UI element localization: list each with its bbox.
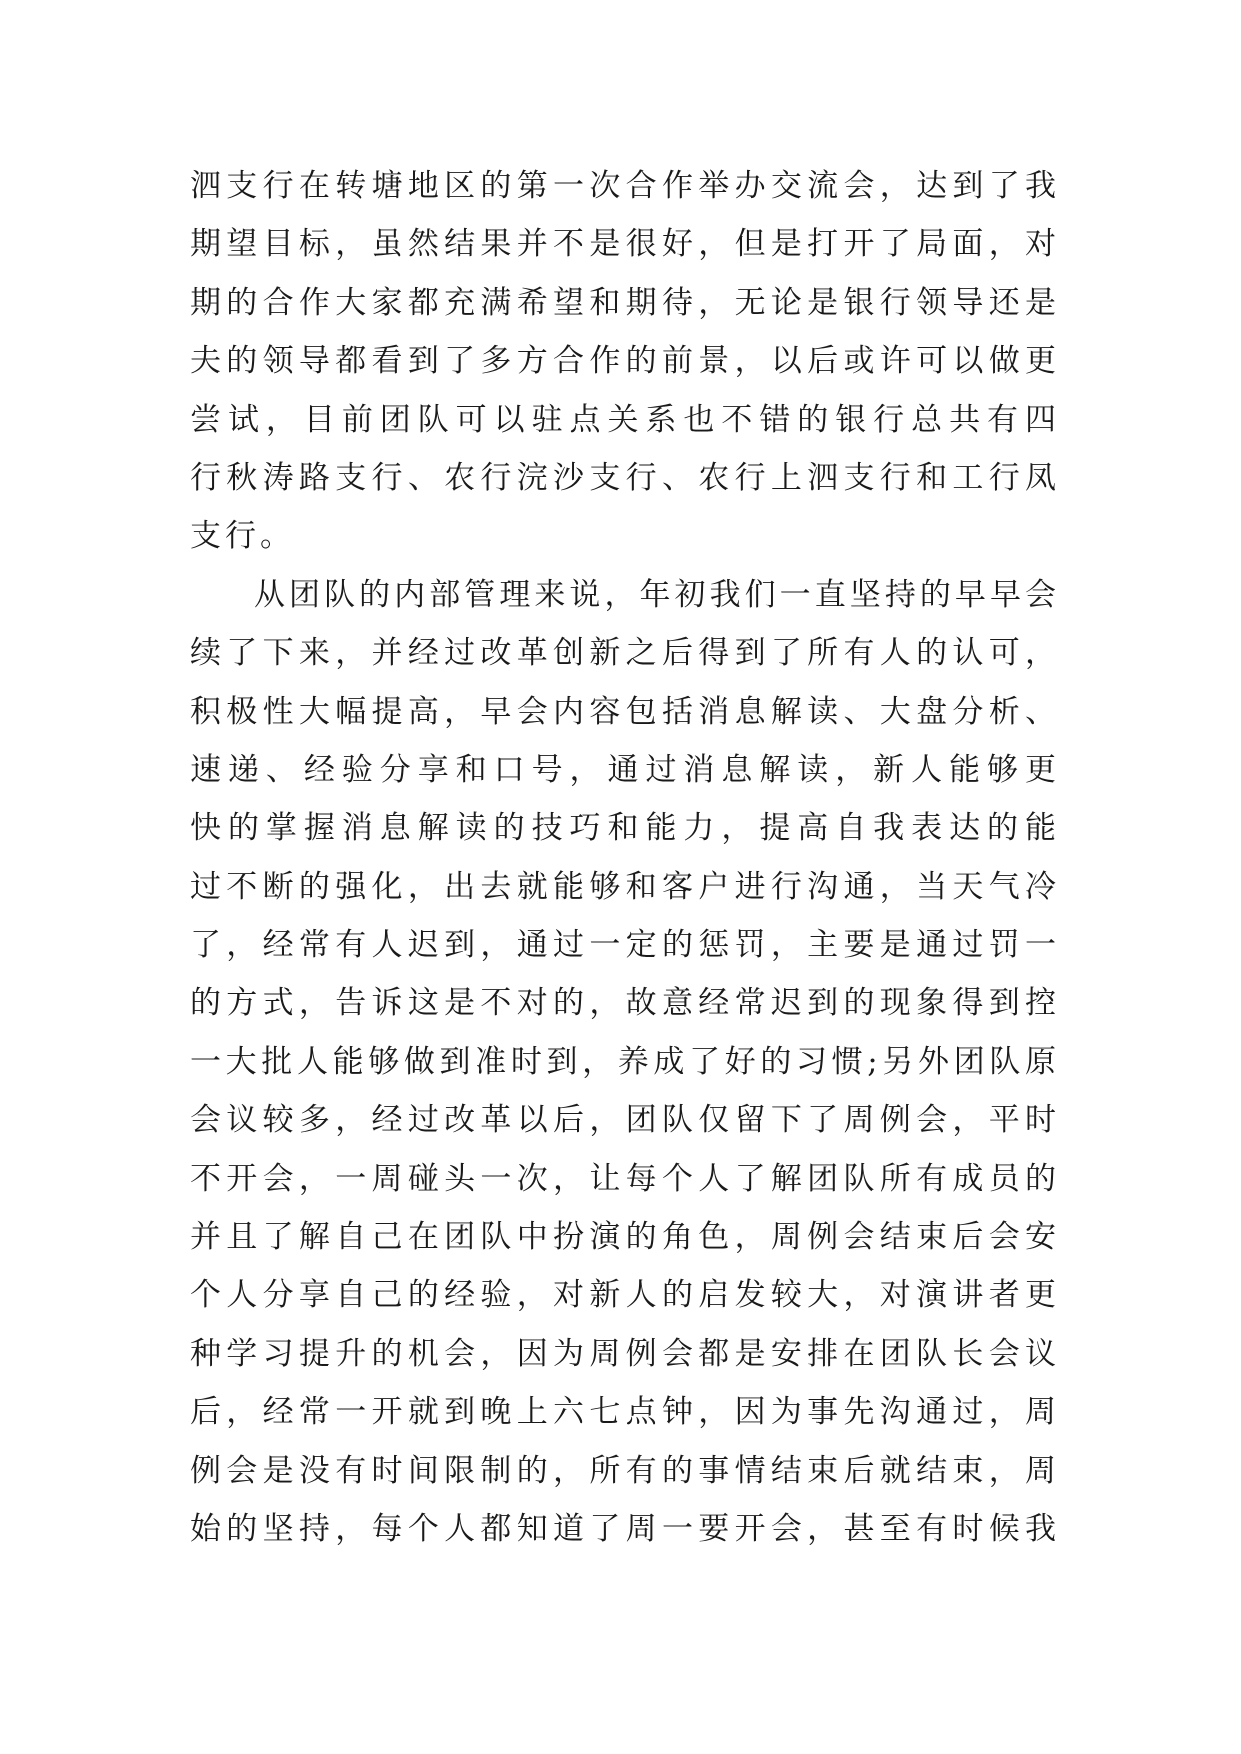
text-line: 期望目标，虽然结果并不是很好，但是打开了局面，对: [190, 226, 1060, 263]
text-line: 积极性大幅提高，早会内容包括消息解读、大盘分析、: [190, 693, 1060, 730]
text-line: 并且了解自己在团队中扮演的角色，周例会结束后会安: [190, 1219, 1060, 1256]
text-line-indented: 从团队的内部管理来说，年初我们一直坚持的早早会: [254, 576, 1060, 613]
text-line: 行秋涛路支行、农行浣沙支行、农行上泗支行和工行凤: [190, 459, 1060, 496]
text-line: 续了下来，并经过改革创新之后得到了所有人的认可，: [190, 635, 1060, 672]
text-line: 会议较多，经过改革以后，团队仅留下了周例会，平时: [190, 1102, 1060, 1139]
text-line: 例会是没有时间限制的，所有的事情结束后就结束，周: [190, 1452, 1060, 1489]
text-line: 了，经常有人迟到，通过一定的惩罚，主要是通过罚一: [190, 927, 1060, 964]
text-line: 后，经常一开就到晚上六七点钟，因为事先沟通过，周: [190, 1394, 1060, 1431]
text-line: 一大批人能够做到准时到，养成了好的习惯;另外团队原: [190, 1043, 1060, 1080]
body-text: [190, 157, 1060, 1558]
text-line: 过不断的强化，出去就能够和客户进行沟通，当天气冷: [190, 868, 1060, 905]
text-line: 泗支行在转塘地区的第一次合作举办交流会，达到了我: [190, 168, 1060, 204]
text-line: 种学习提升的机会，因为周例会都是安排在团队长会议: [190, 1335, 1060, 1372]
paragraph: [190, 566, 1060, 1559]
text-line: 速递、经验分享和口号，通过消息解读，新人能够更: [190, 751, 1060, 788]
text-line: 的方式，告诉这是不对的，故意经常迟到的现象得到控: [190, 985, 1060, 1022]
text-line: 始的坚持，每个人都知道了周一要开会，甚至有时候我: [190, 1510, 1060, 1547]
text-line: 支行。: [190, 518, 295, 555]
text-line: 期的合作大家都充满希望和期待，无论是银行领导还是: [190, 284, 1060, 321]
text-line: 不开会，一周碰头一次，让每个人了解团队所有成员的: [190, 1160, 1060, 1197]
text-line: 个人分享自己的经验，对新人的启发较大，对演讲者更: [190, 1277, 1060, 1314]
paragraph: [190, 157, 1060, 566]
text-line: 尝试，目前团队可以驻点关系也不错的银行总共有四: [190, 401, 1060, 438]
text-line: 夫的领导都看到了多方合作的前景，以后或许可以做更: [190, 343, 1060, 380]
text-line: 快的掌握消息解读的技巧和能力，提高自我表达的能: [190, 810, 1060, 847]
